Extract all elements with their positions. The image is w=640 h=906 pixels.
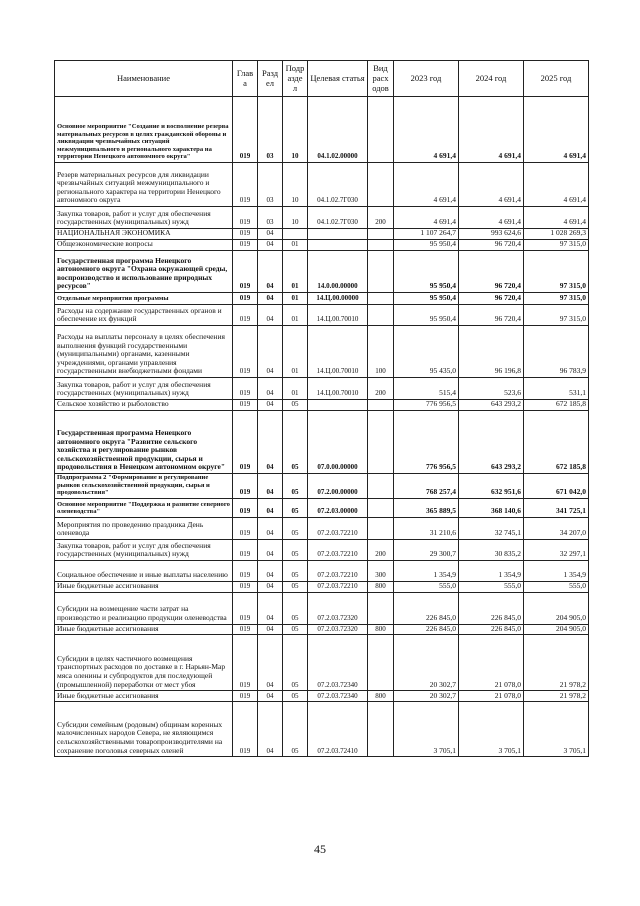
row-podrazdel-cell: 05 — [283, 474, 308, 499]
table-row — [55, 624, 589, 635]
row-expense-type-cell — [368, 702, 394, 757]
row-expense-type-cell: 200 — [368, 207, 394, 229]
row-2024-cell: 96 720,4 — [459, 293, 524, 305]
row-podrazdel-cell: 10 — [283, 163, 308, 207]
row-razdel-cell: 04 — [258, 240, 283, 251]
row-name-cell: Закупка товаров, работ и услуг для обеспечения государственных (муниципальных) нужд — [55, 540, 233, 561]
row-name-cell: Закупка товаров, работ и услуг для обеспечения государственных (муниципальных) нужд — [55, 207, 233, 229]
row-glava-cell: 019 — [233, 582, 258, 593]
row-podrazdel-cell: 05 — [283, 411, 308, 474]
table-row — [55, 207, 589, 229]
table-row — [55, 635, 589, 691]
row-target-article-cell: 14.Ц.00.70010 — [308, 378, 368, 400]
row-razdel-cell: 03 — [258, 97, 283, 163]
row-podrazdel-cell: 05 — [283, 540, 308, 561]
row-name-cell: Субсидии в целях частичного возмещения транспортных расходов по доставке в г. Нарьян-Мар мяса оленины и субпродуктов для последующей (промышленной) переработки от мест убоя — [55, 635, 233, 691]
row-2023-cell: 776 956,5 — [394, 400, 459, 411]
row-name-cell: Социальное обеспечение и иные выплаты населению — [55, 561, 233, 582]
row-2025-cell: 672 185,8 — [524, 400, 589, 411]
row-2024-cell: 993 624,6 — [459, 229, 524, 240]
header-razdel: Разд ел — [258, 61, 283, 97]
row-razdel-cell: 04 — [258, 378, 283, 400]
table-row — [55, 592, 589, 624]
row-target-article-cell: 14.0.00.00000 — [308, 251, 368, 293]
row-name-cell: Иные бюджетные ассигнования — [55, 691, 233, 702]
table-row — [55, 499, 589, 518]
table-row — [55, 293, 589, 305]
row-target-article-cell: 04.1.02.7Г030 — [308, 207, 368, 229]
row-target-article-cell: 04.1.02.00000 — [308, 97, 368, 163]
row-glava-cell: 019 — [233, 474, 258, 499]
row-2024-cell: 3 705,1 — [459, 702, 524, 757]
row-expense-type-cell — [368, 635, 394, 691]
row-target-article-cell: 07.2.03.72320 — [308, 624, 368, 635]
row-expense-type-cell — [368, 592, 394, 624]
row-name-cell: Иные бюджетные ассигнования — [55, 582, 233, 593]
row-name-cell: Резерв материальных ресурсов для ликвидации чрезвычайных ситуаций межмуниципального и регионального характера на территории Ненецкого автономного округа — [55, 163, 233, 207]
row-glava-cell: 019 — [233, 163, 258, 207]
row-2024-cell: 368 140,6 — [459, 499, 524, 518]
row-name-cell: Подпрограмма 2 "Формирование и регулирование рынков сельскохозяйственной продукции, сырья и продовольствия" — [55, 474, 233, 499]
row-2025-cell: 672 185,8 — [524, 411, 589, 474]
row-2025-cell: 204 905,0 — [524, 592, 589, 624]
row-target-article-cell: 07.2.03.00000 — [308, 499, 368, 518]
row-2025-cell: 204 905,0 — [524, 624, 589, 635]
row-razdel-cell: 04 — [258, 624, 283, 635]
table-row — [55, 691, 589, 702]
row-glava-cell: 019 — [233, 691, 258, 702]
row-2025-cell: 4 691,4 — [524, 207, 589, 229]
row-podrazdel-cell: 05 — [283, 702, 308, 757]
row-expense-type-cell — [368, 518, 394, 540]
row-expense-type-cell: 200 — [368, 540, 394, 561]
row-target-article-cell: 07.0.00.00000 — [308, 411, 368, 474]
row-razdel-cell: 04 — [258, 293, 283, 305]
row-2024-cell: 4 691,4 — [459, 163, 524, 207]
row-target-article-cell: 07.2.03.72410 — [308, 702, 368, 757]
row-2023-cell: 4 691,4 — [394, 163, 459, 207]
row-2023-cell: 226 845,0 — [394, 624, 459, 635]
row-expense-type-cell: 800 — [368, 691, 394, 702]
row-2025-cell: 97 315,0 — [524, 293, 589, 305]
table-row — [55, 582, 589, 593]
row-podrazdel-cell: 05 — [283, 624, 308, 635]
row-name-cell: Основное мероприятие "Создание и восполнение резерва материальных ресурсов в целях гражданской обороны и ликвидации чрезвычайных ситуаций межмуниципального и регионального характера на территории Ненецкого автономного округа" — [55, 97, 233, 163]
row-name-cell: Общеэкономические вопросы — [55, 240, 233, 251]
row-2024-cell: 1 354,9 — [459, 561, 524, 582]
row-glava-cell: 019 — [233, 251, 258, 293]
row-podrazdel-cell: 10 — [283, 97, 308, 163]
row-razdel-cell: 04 — [258, 474, 283, 499]
row-podrazdel-cell: 05 — [283, 499, 308, 518]
row-expense-type-cell: 800 — [368, 624, 394, 635]
table-row — [55, 400, 589, 411]
row-glava-cell: 019 — [233, 378, 258, 400]
row-razdel-cell: 04 — [258, 702, 283, 757]
row-razdel-cell: 04 — [258, 582, 283, 593]
row-name-cell: Субсидии на возмещение части затрат на производство и реализацию продукции оленеводства — [55, 592, 233, 624]
row-2024-cell: 96 720,4 — [459, 251, 524, 293]
header-glava: Глав а — [233, 61, 258, 97]
row-razdel-cell: 04 — [258, 326, 283, 378]
row-2025-cell: 4 691,4 — [524, 163, 589, 207]
header-name: Наименование — [55, 61, 233, 97]
row-target-article-cell — [308, 240, 368, 251]
row-podrazdel-cell: 05 — [283, 592, 308, 624]
row-expense-type-cell — [368, 499, 394, 518]
row-target-article-cell: 07.2.00.00000 — [308, 474, 368, 499]
row-name-cell: Основное мероприятие "Поддержка и развитие северного оленеводства" — [55, 499, 233, 518]
row-expense-type-cell — [368, 97, 394, 163]
row-glava-cell: 019 — [233, 561, 258, 582]
table-row — [55, 540, 589, 561]
row-2024-cell: 96 196,8 — [459, 326, 524, 378]
row-2023-cell: 95 950,4 — [394, 293, 459, 305]
row-podrazdel-cell: 01 — [283, 378, 308, 400]
row-razdel-cell: 04 — [258, 691, 283, 702]
header-podrazdel: Подр азде л — [283, 61, 308, 97]
row-razdel-cell: 04 — [258, 635, 283, 691]
row-target-article-cell — [308, 229, 368, 240]
row-2024-cell: 643 293,2 — [459, 411, 524, 474]
row-razdel-cell: 04 — [258, 229, 283, 240]
row-2023-cell: 31 210,6 — [394, 518, 459, 540]
row-podrazdel-cell: 01 — [283, 305, 308, 326]
row-2023-cell: 95 950,4 — [394, 305, 459, 326]
row-2025-cell: 671 042,0 — [524, 474, 589, 499]
row-name-cell: Закупка товаров, работ и услуг для обеспечения государственных (муниципальных) нужд — [55, 378, 233, 400]
row-expense-type-cell: 100 — [368, 326, 394, 378]
row-name-cell: Субсидии семейным (родовым) общинам коренных малочисленных народов Севера, не являющимся сельскохозяйственными товаропроизводителями на сохранение поголовья северных оленей — [55, 702, 233, 757]
row-razdel-cell: 04 — [258, 561, 283, 582]
row-podrazdel-cell: 01 — [283, 240, 308, 251]
row-expense-type-cell — [368, 163, 394, 207]
row-2025-cell: 341 725,1 — [524, 499, 589, 518]
row-2023-cell: 776 956,5 — [394, 411, 459, 474]
row-razdel-cell: 03 — [258, 163, 283, 207]
row-target-article-cell: 07.2.03.72210 — [308, 582, 368, 593]
row-podrazdel-cell: 05 — [283, 561, 308, 582]
row-2025-cell: 97 315,0 — [524, 251, 589, 293]
row-name-cell: НАЦИОНАЛЬНАЯ ЭКОНОМИКА — [55, 229, 233, 240]
table-row — [55, 411, 589, 474]
row-expense-type-cell — [368, 251, 394, 293]
row-razdel-cell: 04 — [258, 518, 283, 540]
row-name-cell: Сельское хозяйство и рыболовство — [55, 400, 233, 411]
row-expense-type-cell — [368, 229, 394, 240]
row-expense-type-cell: 200 — [368, 378, 394, 400]
row-2024-cell: 32 745,1 — [459, 518, 524, 540]
header-2024: 2024 год — [459, 61, 524, 97]
row-2023-cell: 95 435,0 — [394, 326, 459, 378]
table-row — [55, 378, 589, 400]
row-2023-cell: 365 889,5 — [394, 499, 459, 518]
row-glava-cell: 019 — [233, 702, 258, 757]
row-target-article-cell: 14.Ц.00.70010 — [308, 305, 368, 326]
row-2024-cell: 96 720,4 — [459, 240, 524, 251]
row-glava-cell: 019 — [233, 499, 258, 518]
row-name-cell: Государственная программа Ненецкого автономного округа "Охрана окружающей среды, воспроизводство и использование природных ресурсов" — [55, 251, 233, 293]
row-podrazdel-cell: 05 — [283, 635, 308, 691]
row-2024-cell: 96 720,4 — [459, 305, 524, 326]
row-2024-cell: 226 845,0 — [459, 624, 524, 635]
header-expense-type: Вид расх одов — [368, 61, 394, 97]
row-glava-cell: 019 — [233, 400, 258, 411]
row-target-article-cell: 07.2.03.72210 — [308, 518, 368, 540]
row-2025-cell: 96 783,9 — [524, 326, 589, 378]
row-2023-cell: 29 300,7 — [394, 540, 459, 561]
row-podrazdel-cell: 01 — [283, 326, 308, 378]
row-expense-type-cell — [368, 293, 394, 305]
row-name-cell: Расходы на выплаты персоналу в целях обеспечения выполнения функций государственными (муниципальными) органами, казенными учреждениями, органами управления государственными внебюджетными фондами — [55, 326, 233, 378]
row-glava-cell: 019 — [233, 540, 258, 561]
table-row — [55, 518, 589, 540]
row-podrazdel-cell: 05 — [283, 400, 308, 411]
row-2024-cell: 523,6 — [459, 378, 524, 400]
row-glava-cell: 019 — [233, 305, 258, 326]
row-2024-cell: 4 691,4 — [459, 97, 524, 163]
row-2023-cell: 515,4 — [394, 378, 459, 400]
row-target-article-cell: 14.Ц.00.70010 — [308, 326, 368, 378]
row-target-article-cell: 07.2.03.72210 — [308, 561, 368, 582]
row-target-article-cell — [308, 400, 368, 411]
row-2025-cell: 3 705,1 — [524, 702, 589, 757]
row-2023-cell: 768 257,4 — [394, 474, 459, 499]
row-2025-cell: 21 978,2 — [524, 691, 589, 702]
row-razdel-cell: 04 — [258, 305, 283, 326]
row-2024-cell: 4 691,4 — [459, 207, 524, 229]
row-2024-cell: 21 078,0 — [459, 635, 524, 691]
table-body — [55, 97, 589, 757]
row-expense-type-cell: 800 — [368, 582, 394, 593]
table-row — [55, 229, 589, 240]
row-2023-cell: 95 950,4 — [394, 240, 459, 251]
row-name-cell: Мероприятия по проведению праздника День оленевода — [55, 518, 233, 540]
table-row — [55, 561, 589, 582]
row-2025-cell: 21 978,2 — [524, 635, 589, 691]
row-expense-type-cell: 300 — [368, 561, 394, 582]
row-2024-cell: 643 293,2 — [459, 400, 524, 411]
row-target-article-cell: 14.Ц.00.00000 — [308, 293, 368, 305]
row-2023-cell: 226 845,0 — [394, 592, 459, 624]
row-2024-cell: 555,0 — [459, 582, 524, 593]
row-glava-cell: 019 — [233, 411, 258, 474]
row-2023-cell: 3 705,1 — [394, 702, 459, 757]
row-target-article-cell: 07.2.03.72340 — [308, 635, 368, 691]
row-glava-cell: 019 — [233, 240, 258, 251]
header-2025: 2025 год — [524, 61, 589, 97]
row-expense-type-cell — [368, 474, 394, 499]
header-2023: 2023 год — [394, 61, 459, 97]
row-2025-cell: 1 028 269,3 — [524, 229, 589, 240]
row-glava-cell: 019 — [233, 592, 258, 624]
row-2023-cell: 20 302,7 — [394, 691, 459, 702]
row-2024-cell: 226 845,0 — [459, 592, 524, 624]
row-glava-cell: 019 — [233, 97, 258, 163]
row-2024-cell: 30 835,2 — [459, 540, 524, 561]
table-row — [55, 702, 589, 757]
row-razdel-cell: 04 — [258, 411, 283, 474]
budget-table — [54, 60, 589, 757]
row-2025-cell: 32 297,1 — [524, 540, 589, 561]
row-target-article-cell: 04.1.02.7Г030 — [308, 163, 368, 207]
row-razdel-cell: 04 — [258, 592, 283, 624]
row-2023-cell: 4 691,4 — [394, 207, 459, 229]
row-glava-cell: 019 — [233, 326, 258, 378]
row-expense-type-cell — [368, 400, 394, 411]
row-target-article-cell: 07.2.03.72340 — [308, 691, 368, 702]
header-target-article: Целевая статья — [308, 61, 368, 97]
row-expense-type-cell — [368, 240, 394, 251]
row-razdel-cell: 04 — [258, 251, 283, 293]
row-2024-cell: 21 078,0 — [459, 691, 524, 702]
row-2025-cell: 555,0 — [524, 582, 589, 593]
row-name-cell: Расходы на содержание государственных органов и обеспечение их функций — [55, 305, 233, 326]
row-name-cell: Отдельные мероприятия программы — [55, 293, 233, 305]
row-glava-cell: 019 — [233, 293, 258, 305]
row-2023-cell: 20 302,7 — [394, 635, 459, 691]
row-glava-cell: 019 — [233, 207, 258, 229]
row-podrazdel-cell — [283, 229, 308, 240]
row-target-article-cell: 07.2.03.72210 — [308, 540, 368, 561]
table-row — [55, 163, 589, 207]
table-row — [55, 474, 589, 499]
row-2025-cell: 97 315,0 — [524, 305, 589, 326]
row-razdel-cell: 04 — [258, 499, 283, 518]
row-podrazdel-cell: 05 — [283, 518, 308, 540]
row-razdel-cell: 03 — [258, 207, 283, 229]
table-row — [55, 305, 589, 326]
table-row — [55, 251, 589, 293]
table-row — [55, 326, 589, 378]
row-2025-cell: 34 207,0 — [524, 518, 589, 540]
table-header-row — [55, 61, 589, 97]
row-expense-type-cell — [368, 411, 394, 474]
row-2023-cell: 555,0 — [394, 582, 459, 593]
row-2023-cell: 1 107 264,7 — [394, 229, 459, 240]
row-2023-cell: 95 950,4 — [394, 251, 459, 293]
row-name-cell: Иные бюджетные ассигнования — [55, 624, 233, 635]
page-number: 45 — [314, 842, 326, 856]
row-2025-cell: 1 354,9 — [524, 561, 589, 582]
row-glava-cell: 019 — [233, 518, 258, 540]
row-glava-cell: 019 — [233, 635, 258, 691]
row-2024-cell: 632 951,6 — [459, 474, 524, 499]
row-name-cell: Государственная программа Ненецкого автономного округа "Развитие сельского хозяйства и регулирование рынков сельскохозяйственной продукции, сырья и продовольствия в Ненецком автономном округе" — [55, 411, 233, 474]
row-podrazdel-cell: 05 — [283, 582, 308, 593]
row-2025-cell: 531,1 — [524, 378, 589, 400]
table-row — [55, 97, 589, 163]
row-razdel-cell: 04 — [258, 540, 283, 561]
row-2023-cell: 1 354,9 — [394, 561, 459, 582]
row-razdel-cell: 04 — [258, 400, 283, 411]
row-2023-cell: 4 691,4 — [394, 97, 459, 163]
table-row — [55, 240, 589, 251]
row-podrazdel-cell: 01 — [283, 293, 308, 305]
row-2025-cell: 4 691,4 — [524, 97, 589, 163]
row-glava-cell: 019 — [233, 229, 258, 240]
row-podrazdel-cell: 05 — [283, 691, 308, 702]
row-podrazdel-cell: 01 — [283, 251, 308, 293]
row-expense-type-cell — [368, 305, 394, 326]
row-glava-cell: 019 — [233, 624, 258, 635]
row-target-article-cell: 07.2.03.72320 — [308, 592, 368, 624]
row-2025-cell: 97 315,0 — [524, 240, 589, 251]
row-podrazdel-cell: 10 — [283, 207, 308, 229]
